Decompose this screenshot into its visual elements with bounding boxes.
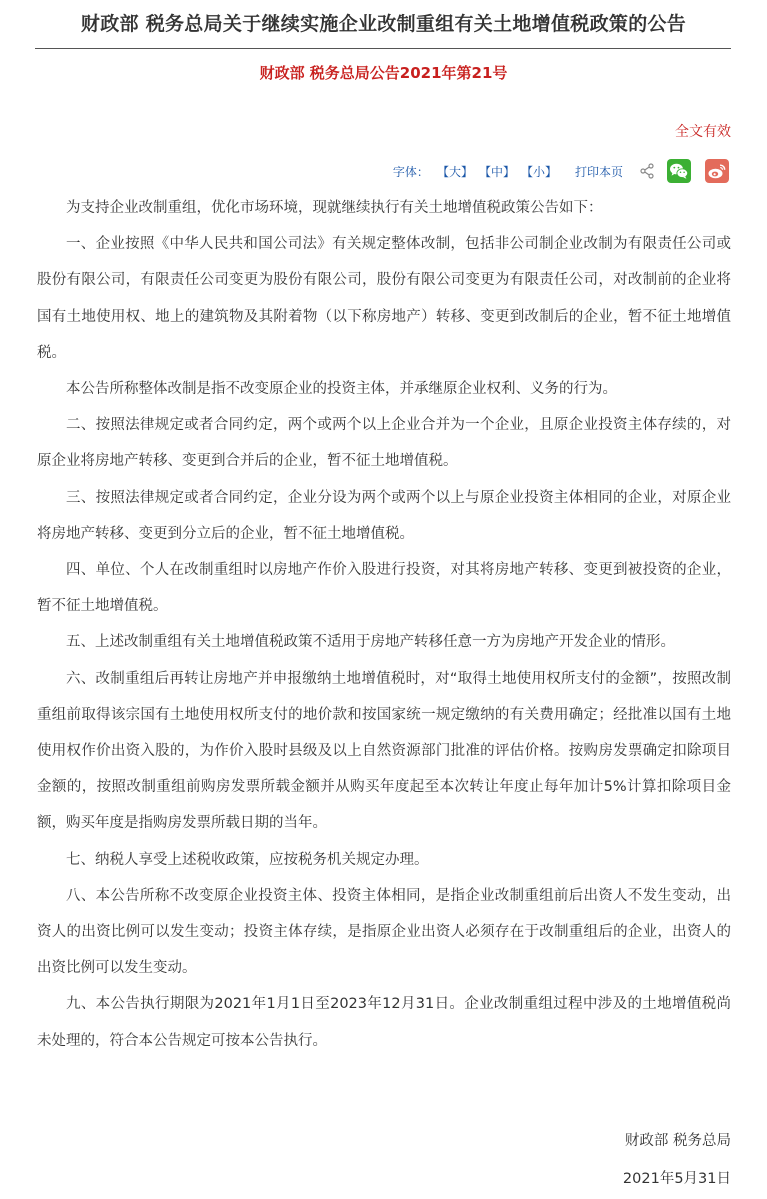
wechat-icon[interactable] — [667, 159, 691, 183]
weibo-icon[interactable] — [705, 159, 729, 183]
article-body — [37, 190, 731, 1059]
font-size-small-button[interactable]: 【小】 — [520, 164, 557, 179]
issue-date: 2021年5月31日 — [622, 1171, 731, 1187]
page-title: 财政部 税务总局关于继续实施企业改制重组有关土地增值税政策的公告 — [80, 13, 687, 35]
share-icon[interactable] — [639, 163, 655, 179]
print-page-button[interactable]: 打印本页 — [574, 164, 623, 179]
paragraph-3: 三、按照法律规定或者合同约定，企业分设为两个或两个以上与原企业投资主体相同的企业，对原企业将房地产转移、变更到分立后的企业，暂不征土地增值税。 — [37, 489, 731, 542]
paragraph-8: 八、本公告所称不改变原企业投资主体、投资主体相同，是指企业改制重组前后出资人不发生变动，出资人的出资比例可以发生变动；投资主体存续，是指原企业出资人必须存在于改制重组后的企业，出资人的出资比例可以发生变动。 — [37, 887, 731, 977]
paragraph-9: 九、本公告执行期限为2021年1月1日至2023年12月31日。企业改制重组过程中涉及的土地增值税尚未处理的，符合本公告规定可按本公告执行。 — [37, 996, 731, 1049]
paragraph-6: 六、改制重组后再转让房地产并申报缴纳土地增值税时，对“取得土地使用权所支付的金额”，按照改制重组前取得该宗国有土地使用权所支付的地价款和按国家统一规定缴纳的有关费用确定；经批准以国有土地使用权作价出资入股的，为作价入股时县级及以上自然资源部门批准的评估价格。按购房发票确定扣除项目金额的，按照改制重组前购房发票所载金额并从购买年度起至本次转让年度止每年加计5%计算扣除项目金额，购买年度是指购房发票所载日期的当年。 — [37, 670, 731, 832]
paragraph-2: 二、按照法律规定或者合同约定，两个或两个以上企业合并为一个企业，且原企业投资主体存续的，对原企业将房地产转移、变更到合并后的企业，暂不征土地增值税。 — [37, 417, 731, 470]
paragraph-intro: 为支持企业改制重组，优化市场环境，现就继续执行有关土地增值税政策公告如下： — [66, 200, 603, 216]
document-number: 财政部 税务总局公告2021年第21号 — [259, 64, 508, 82]
paragraph-1-note: 本公告所称整体改制是指不改变原企业的投资主体，并承继原企业权利、义务的行为。 — [66, 381, 617, 398]
paragraph-1: 一、企业按照《中华人民共和国公司法》有关规定整体改制，包括非公司制企业改制为有限责任公司或股份有限公司，有限责任公司变更为股份有限公司，股份有限公司变更为有限责任公司，对改制前的企业将国有土地使用权、地上的建筑物及其附着物（以下称房地产）转移、变更到改制后的企业，暂不征土地增值税。 — [37, 236, 731, 361]
font-size-large-button[interactable]: 【大】 — [436, 164, 473, 179]
font-size-medium-button[interactable]: 【中】 — [478, 164, 515, 179]
paragraph-4: 四、单位、个人在改制重组时以房地产作价入股进行投资，对其将房地产转移、变更到被投资的企业，暂不征土地增值税。 — [37, 562, 731, 615]
article-toolbar — [393, 157, 729, 185]
font-size-label: 字体： — [392, 164, 429, 179]
paragraph-7: 七、纳税人享受上述税收政策，应按税务机关规定办理。 — [66, 851, 429, 868]
paragraph-5: 五、上述改制重组有关土地增值税政策不适用于房地产转移任意一方为房地产开发企业的情形。 — [66, 634, 675, 651]
validity-status: 全文有效 — [675, 124, 731, 140]
issuer-signature: 财政部 税务总局 — [624, 1133, 731, 1149]
title-divider — [35, 48, 731, 49]
